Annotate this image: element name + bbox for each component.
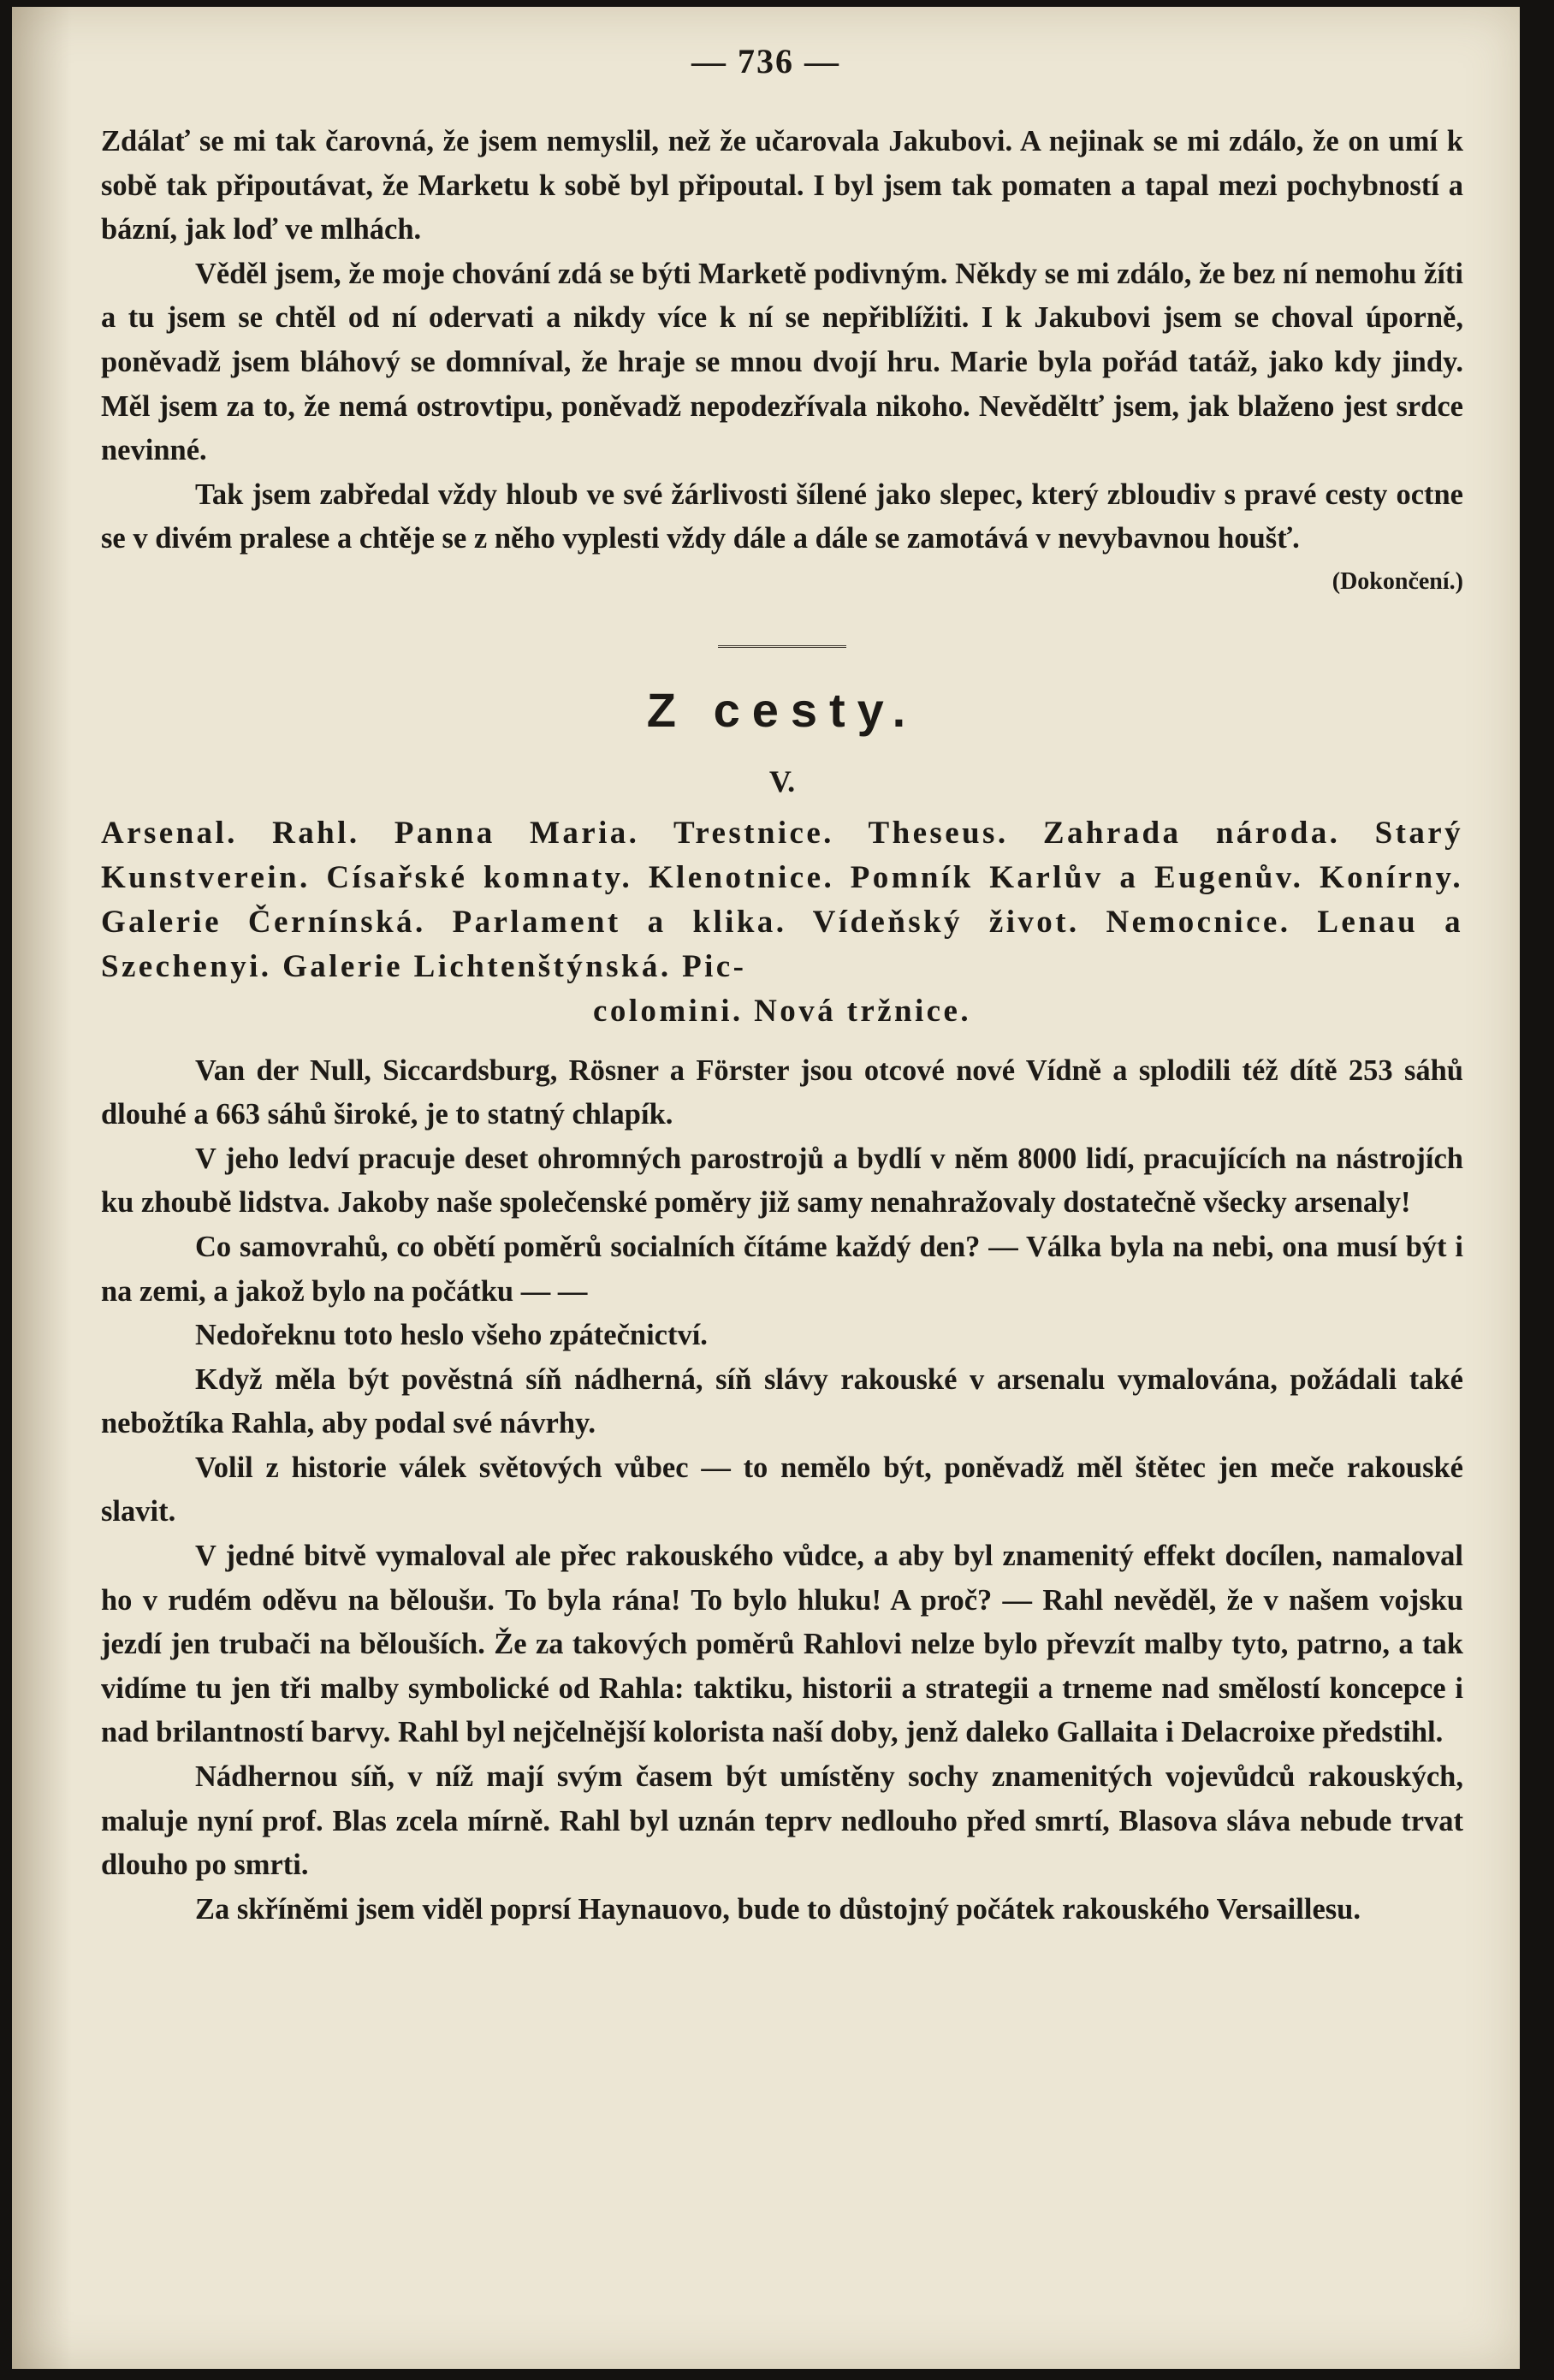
section-number: V. — [768, 763, 796, 798]
paragraph-3-text: Tak jsem zabředal vždy hloub ve své žárlivosti šílené jako slepec, který zbloudiv s pravé cesty octne se v divém pralese a chtěje se z něho vyplesti vždy dále a dále se zamotává v nevybavnou houšť. — [101, 478, 1463, 555]
page-number: — 736 — — [691, 42, 840, 80]
book-page — [12, 7, 1520, 2369]
section-topics-last: colomini. Nová tržnice. — [593, 993, 971, 1029]
body-paragraph-8: Nádhernou síň, v níž mají svým časem být umístěny sochy znamenitých vojevůdců rakouských, maluje nyní prof. Blas zcela mírně. Rahl byl uznán teprv nedlouho před smrtí, Blasova sláva nebude trvat dlouho po smrti. — [101, 1760, 1463, 1882]
ending-note: (Dokončení.) — [1332, 567, 1463, 595]
section-topics-main: Arsenal. Rahl. Panna Maria. Trestnice. Theseus. Zahrada národa. Starý Kunstverein. Císařské komnaty. Klenotnice. Pomník Karlův a Eugenův. Konírny. Galerie Černínská. Parlament a klika. Vídeňský život. Nemocnice. Lenau a Szechenyi. Galerie Lichtenštýnská. Pic- — [101, 815, 1463, 984]
body-paragraph-2: V jeho ledví pracuje deset ohromných parostrojů a bydlí v něm 8000 lidí, pracujících na nástrojích ku zhoubě lidstva. Jakoby naše společenské poměry již samy nenahražovaly dostatečně všecky arsenaly! — [101, 1142, 1463, 1220]
body-paragraph-5: Když měla být pověstná síň nádherná, síň slávy rakouské v arsenalu vymalována, požádali také nebožtíka Rahla, aby podal své návrhy. — [101, 1362, 1463, 1440]
body-paragraph-9: Za skříněmi jsem viděl poprsí Haynauovo, bude to důstojný počátek rakouského Versaillesu. — [195, 1892, 1361, 1926]
ending-note-line — [101, 558, 1463, 604]
body-paragraph-7: V jedné bitvě vymaloval ale přec rakouského vůdce, a aby byl znamenitý effekt docílen, namaloval ho v rudém oděvu na běloušи. To byla rána! To bylo hluku! A proč? — Rahl nevěděl, že v našem vojsku jezdí jen trubači na bělouších. Že za takových poměrů Rahlovi nelze bylo převzít malby tyto, patrno, a tak vidíme tu jen tři malby symbolické od Rahla: taktiku, historii a strategii a trneme nad smělostí koncepce i nad brilantností barvy. Rahl byl nejčelnější kolorista naší doby, jenž daleko Gallaita i Delacroixe předstihl. — [101, 1540, 1463, 1749]
section-title: Z cesty. — [646, 682, 918, 737]
paragraph-2: Věděl jsem, že moje chování zdá se býti Marketě podivným. Někdy se mi zdálo, že bez ní nemohu žíti a tu jsem se chtěl od ní odervati a nikdy více k ní se nepřiblížiti. I k Jakubovi jsem se choval úporně, poněvadž jsem bláhový se domníval, že hraje se mnou dvojí hru. Marie byla pořád tatáž, jako kdy jindy. Měl jsem za to, že nemá ostrovtipu, poněvadž nepodezřívala nikoho. Nevěděltť jsem, jak blaženo jest srdce nevinné. — [101, 257, 1463, 467]
section-topics — [101, 811, 1463, 1034]
paragraph-3 — [101, 473, 1463, 561]
body-paragraph-3: Co samovrahů, co obětí poměrů socialních čítáme každý den? — Válka byla na nebi, ona musí být i na zemi, a jakož bylo na počátku — — — [101, 1230, 1463, 1308]
section-divider — [718, 637, 846, 648]
body-paragraph-6: Volil z historie válek světových vůbec — to nemělo být, poněvadž měl štětec jen meče rakouské slavit. — [101, 1451, 1463, 1528]
text-column — [101, 120, 1463, 1932]
paragraph-1: Zdálať se mi tak čarovná, že jsem nemyslil, než že učarovala Jakubovi. A nejinak se mi zdálo, že on umí k sobě tak připoutávat, že Marketu k sobě byl připoutal. I byl jsem tak pomaten a tapal mezi pochybností a bázní, jak loď ve mlhách. — [101, 125, 1463, 246]
page-binding-shadow — [12, 7, 72, 2369]
body-paragraph-4: Nedořeknu toto heslo všeho zpátečnictví. — [195, 1319, 708, 1352]
body-paragraph-1: Van der Null, Siccardsburg, Rösner a Förster jsou otcové nové Vídně a splodili též dítě 253 sáhů dlouhé a 663 sáhů široké, je to statný chlapík. — [101, 1053, 1463, 1131]
